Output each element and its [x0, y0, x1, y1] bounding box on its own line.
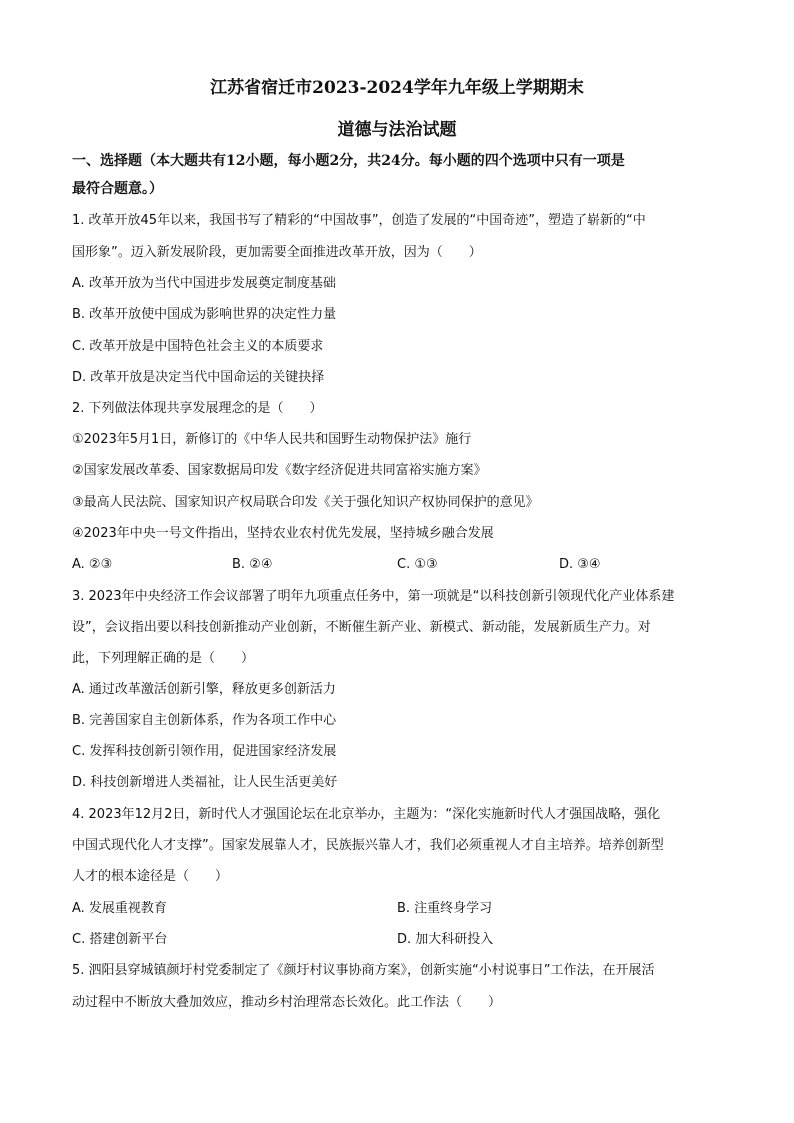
document-title: 江苏省宿迁市2023-2024学年九年级上学期期末 [210, 78, 584, 98]
question-3-stem: 设”，会议指出要以科技创新推动产业创新，不断催生新产业、新模式、新动能，发展新质生产力。对 [72, 620, 651, 635]
question-2-option-a: A. ②③ [72, 557, 113, 572]
question-1-option-b: B. 改革开放使中国成为影响世界的决定性力量 [72, 307, 337, 322]
question-2-item-1: ①2023年5月1日，新修订的《中华人民共和国野生动物保护法》施行 [72, 432, 472, 447]
question-2-item-4: ④2023年中央一号文件指出，坚持农业农村优先发展，坚持城乡融合发展 [72, 526, 494, 541]
question-4-option-a: A. 发展重视教育 [72, 901, 167, 916]
question-2-options [72, 555, 737, 575]
question-2-option-c: C. ①③ [397, 557, 438, 572]
question-1-stem: 国形象”。迈入新发展阶段，更加需要全面推进改革开放，因为（ ） [72, 245, 482, 260]
section-heading [72, 147, 732, 203]
question-1-option-d: D. 改革开放是决定当代中国命运的关键抉择 [72, 370, 325, 385]
question-3-option-c: C. 发挥科技创新引领作用，促进国家经济发展 [72, 744, 337, 759]
question-4-option-d: D. 加大科研投入 [397, 932, 494, 947]
question-3-option-a: A. 通过改革激活创新引擎，释放更多创新活力 [72, 682, 336, 697]
question-1-stem: 1. 改革开放45年以来，我国书写了精彩的“中国故事”，创造了发展的“中国奇迹”，塑造了崭新的“中 [72, 213, 646, 228]
question-2-item-2: ②国家发展改革委、国家数据局印发《数字经济促进共同富裕实施方案》 [72, 463, 487, 478]
question-3-stem: 3. 2023年中央经济工作会议部署了明年九项重点任务中，第一项就是“以科技创新引领现代化产业体系建 [72, 589, 675, 604]
question-5-stem: 5. 泗阳县穿城镇颜圩村党委制定了《颜圩村议事协商方案》，创新实施“小村说事日”工作法，在开展活 [72, 963, 655, 978]
question-4-options-row [72, 930, 737, 950]
question-2-stem: 2. 下列做法体现共享发展理念的是（ ） [72, 401, 323, 416]
question-4-options-row [72, 899, 737, 919]
question-4-option-b: B. 注重终身学习 [397, 901, 493, 916]
question-3-option-d: D. 科技创新增进人类福祉，让人民生活更美好 [72, 775, 338, 790]
section-heading-line: 一、选择题（本大题共有12小题，每小题2分，共24分。每小题的四个选项中只有一项是 [72, 153, 625, 169]
question-1-option-c: C. 改革开放是中国特色社会主义的本质要求 [72, 339, 324, 354]
question-4-option-c: C. 搭建创新平台 [72, 932, 168, 947]
question-1-option-a: A. 改革开放为当代中国进步发展奠定制度基础 [72, 276, 336, 291]
question-2-item-3: ③最高人民法院、国家知识产权局联合印发《关于强化知识产权协同保护的意见》 [72, 495, 539, 510]
question-3-stem: 此，下列理解正确的是（ ） [72, 651, 255, 666]
question-5-stem: 动过程中不断放大叠加效应，推动乡村治理常态长效化。此工作法（ ） [72, 995, 502, 1010]
question-3-option-b: B. 完善国家自主创新体系，作为各项工作中心 [72, 713, 337, 728]
section-heading-line: 最符合题意。） [72, 181, 163, 197]
question-4-stem: 4. 2023年12月2日，新时代人才强国论坛在北京举办，主题为：“深化实施新时代人才强国战略，强化 [72, 807, 661, 822]
document-subtitle: 道德与法治试题 [337, 120, 457, 140]
question-2-option-d: D. ③④ [559, 557, 601, 572]
question-4-stem: 人才的根本途径是（ ） [72, 869, 229, 884]
question-2-option-b: B. ②④ [232, 557, 273, 572]
question-4-stem: 中国式现代化人才支撑”。国家发展靠人才，民族振兴靠人才，我们必须重视人才自主培养。培养创新型 [72, 838, 664, 853]
